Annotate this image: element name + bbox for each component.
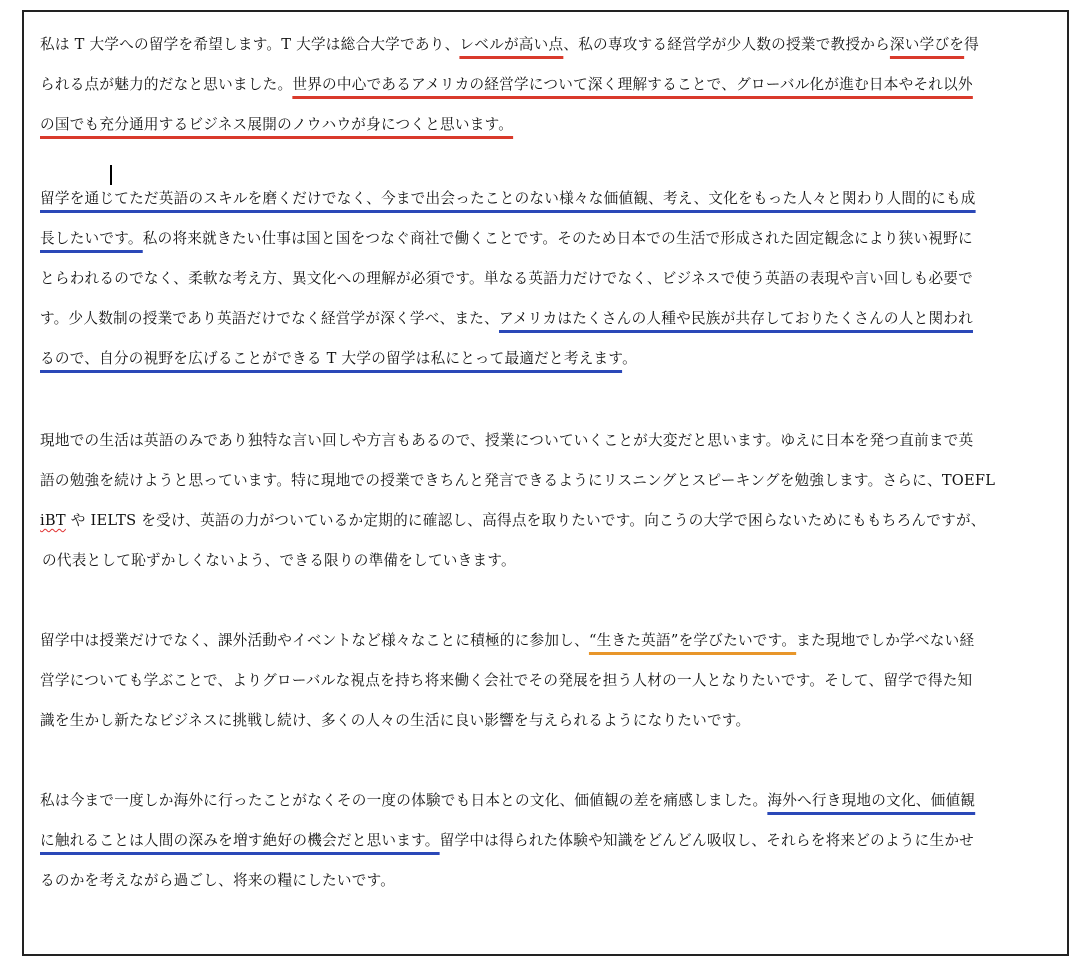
text-segment: 留学中は授業だけでなく、課外活動やイベントなど様々なことに積極的に参加し、 xyxy=(40,632,589,649)
text-line xyxy=(40,469,995,493)
text-line xyxy=(40,267,973,291)
text-line xyxy=(40,629,974,653)
text-line xyxy=(40,307,973,331)
text-line xyxy=(40,347,637,371)
spellcheck-flagged-text: iBT xyxy=(40,512,66,529)
underlined-text-red: 深い学びを xyxy=(889,36,965,53)
text-line xyxy=(40,669,972,693)
text-line xyxy=(40,789,975,813)
text-segment: の代表として恥ずかしくないよう、できる限りの準備をしていきます。 xyxy=(42,552,516,569)
text-line xyxy=(40,829,974,853)
text-segment: す。少人数制の授業であり英語だけでなく経営学が深く学べ、また、 xyxy=(40,310,499,327)
text-segment: 、私の専攻する経営学が少人数の授業で教授から xyxy=(563,36,890,53)
underlined-text-blue: 長したいです。 xyxy=(40,230,143,247)
underlined-text-red: レベルが高い点 xyxy=(459,36,564,53)
underlined-text-blue: アメリカはたくさんの人種や民族が共存しておりたくさんの人と関われ xyxy=(499,310,973,327)
text-line xyxy=(40,73,973,97)
text-segment: 私の将来就きたい仕事は国と国をつなぐ商社で働くことです。そのため日本での生活で形成された固定観念により狭い視野に xyxy=(142,230,973,247)
text-line xyxy=(40,227,973,251)
text-segment: とらわれるのでなく、柔軟な考え方、異文化への理解が必須です。単なる英語力だけでなく、ビジネスで使う英語の表現や言い回しも必要で xyxy=(40,270,973,287)
text-segment: 留学中は得られた体験や知識をどんどん吸収し、それらを将来どのように生かせ xyxy=(439,832,975,849)
text-segment: 私は T 大学への留学を希望します。T 大学は総合大学であり、 xyxy=(40,36,460,53)
text-segment: や IELTS を受け、英語の力がついているか定期的に確認し、高得点を取りたいです。向こうの大学で困らないためにももちろんですが、 xyxy=(65,512,986,529)
text-cursor xyxy=(110,165,112,185)
text-segment: 営学についても学ぶことで、よりグローバルな視点を持ち将来働く会社でその発展を担う人材の一人となりたいです。そして、留学で得た知 xyxy=(40,672,973,689)
text-segment: 現地での生活は英語のみであり独特な言い回しや方言もあるので、授業についていくことが大変だと思います。ゆえに日本を発つ直前まで英 xyxy=(40,432,974,449)
underlined-text-orange: “生きた英語”を学びたいです。 xyxy=(588,632,797,649)
underlined-text-red: 世界の中心であるアメリカの経営学について深く理解することで、グローバル化が進む日本やそれ以外 xyxy=(292,76,973,93)
text-line xyxy=(40,509,986,533)
text-segment: られる点が魅力的だなと思いました。 xyxy=(40,76,293,93)
text-segment: 私は今まで一度しか海外に行ったことがなくその一度の体験でも日本との文化、価値観の差を痛感しました。 xyxy=(40,792,768,809)
text-line xyxy=(40,869,395,893)
text-line xyxy=(40,113,513,137)
text-segment: るのかを考えながら過ごし、将来の糧にしたいです。 xyxy=(40,872,396,889)
text-line xyxy=(40,33,979,57)
underlined-text-blue: るので、自分の視野を広げることができる T 大学の留学は私にとって最適だと考えます xyxy=(40,350,623,367)
text-segment: 語の勉強を続けようと思っています。特に現地での授業できちんと発言できるようにリスニングとスピーキングを勉強します。さらに、TOEFL xyxy=(40,472,996,489)
text-line xyxy=(40,549,516,573)
underlined-text-blue: に触れることは人間の深みを増す絶好の機会だと思います。 xyxy=(40,832,440,849)
text-segment: 識を生かし新たなビジネスに挑戦し続け、多くの人々の生活に良い影響を与えられるようになりたいです。 xyxy=(40,712,751,729)
text-segment: また現地でしか学べない経 xyxy=(796,632,975,649)
text-segment: 。 xyxy=(622,350,637,367)
underlined-text-red: の国でも充分通用するビジネス展開のノウハウが身につくと思います。 xyxy=(40,116,514,133)
text-segment: 得 xyxy=(964,36,980,53)
text-line xyxy=(40,429,973,453)
text-line xyxy=(40,187,976,211)
underlined-text-blue: 海外へ行き現地の文化、価値観 xyxy=(767,792,976,809)
underlined-text-blue: 留学を通じてただ英語のスキルを磨くだけでなく、今まで出会ったことのない様々な価値観、考え、文化をもった人々と関わり人間的にも成 xyxy=(40,190,976,207)
text-line xyxy=(40,709,750,733)
